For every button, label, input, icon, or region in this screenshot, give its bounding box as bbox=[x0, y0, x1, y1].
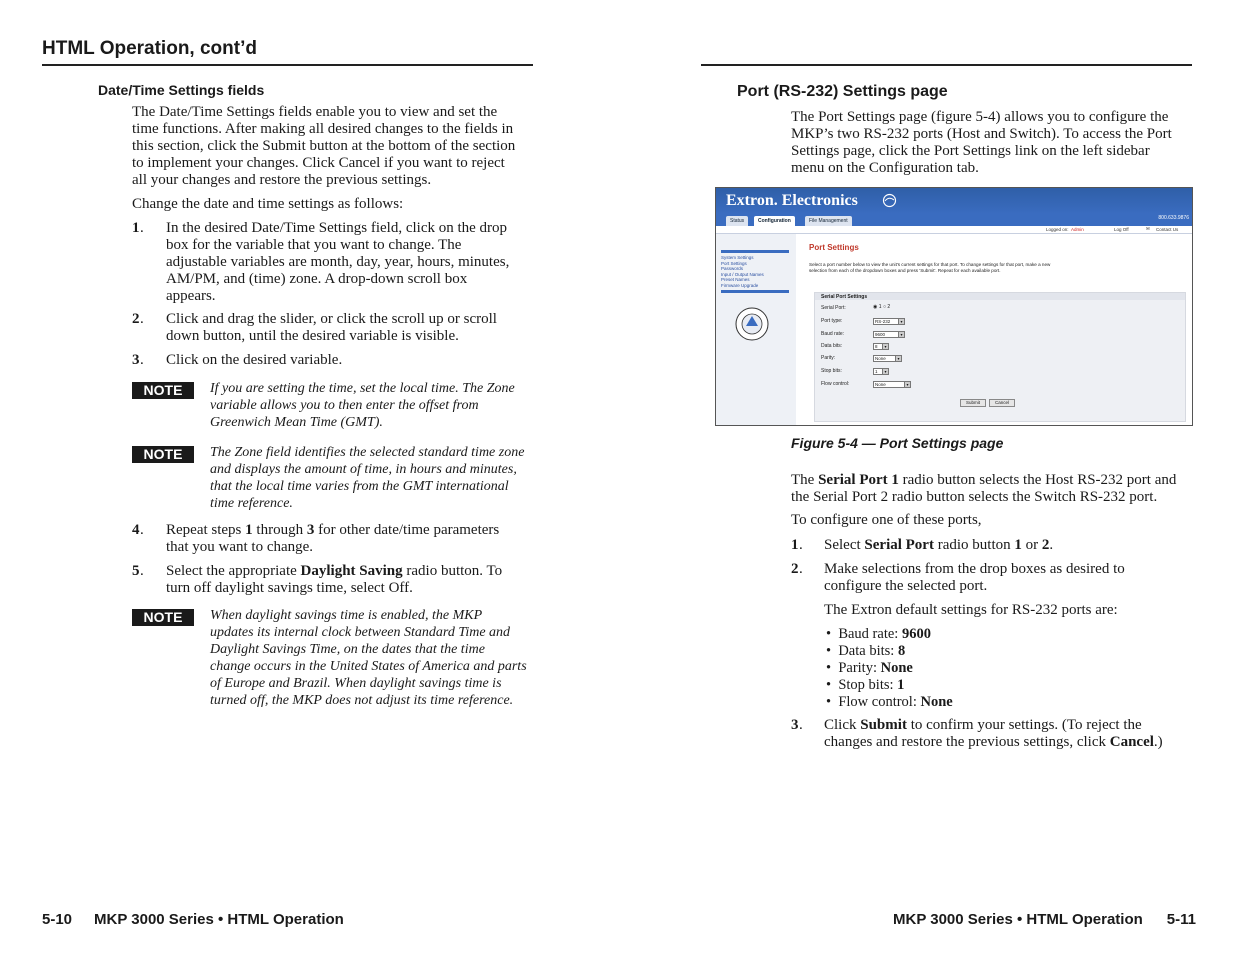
data-bits-label: Data bits: bbox=[821, 343, 843, 349]
contact-us-link[interactable]: Contact Us bbox=[1156, 227, 1179, 232]
step-number: 3 bbox=[791, 717, 799, 733]
logged-on-label: Logged on: bbox=[1046, 227, 1069, 232]
stop-bits-select[interactable]: 1 ▾ bbox=[873, 368, 889, 375]
defaults-line: The Extron default settings for RS-232 ports are: bbox=[824, 602, 1118, 618]
sidebar-item-input-output-names[interactable]: Input / Output Names bbox=[721, 271, 764, 277]
date-time-intro bbox=[132, 104, 532, 189]
left-step-2: 2 . Click and drag the slider, or click the scroll up or scroll down button, until the desired variable is visible. bbox=[132, 311, 532, 345]
tab-file-management[interactable]: File Management bbox=[805, 216, 852, 226]
extron-logo: Extron. Electronics bbox=[726, 192, 858, 209]
port-settings-section-title: Port (RS-232) Settings page bbox=[737, 83, 948, 100]
screenshot-banner bbox=[716, 188, 1192, 214]
intro-line: all your changes and restore the previous settings. bbox=[132, 172, 432, 188]
parity-label: Parity: bbox=[821, 355, 836, 361]
figure-caption: Figure 5-4 — Port Settings page bbox=[791, 435, 1004, 451]
baud-rate-label: Baud rate: bbox=[821, 331, 845, 337]
intro-line: MKP’s two RS-232 ports (Host and Switch). To access the Port bbox=[791, 126, 1172, 142]
radio-1-label: 1 bbox=[878, 304, 882, 310]
note-line: of Europe and Brazil. When daylight savings time is bbox=[210, 676, 502, 691]
panel-title: Serial Port Settings bbox=[821, 294, 868, 300]
sidebar-item-system-settings[interactable]: System Settings bbox=[721, 255, 754, 260]
note-line: time reference. bbox=[210, 496, 293, 511]
left-step-4: 4 . Repeat steps 1 through 3 for other date/time parameters that you want to change. bbox=[132, 522, 532, 556]
right-step-2: 2 . Make selections from the drop boxes as desired to configure the selected port. bbox=[791, 561, 1191, 595]
step-line: appears. bbox=[166, 288, 216, 304]
screenshot-status-bar bbox=[716, 226, 1192, 234]
step-number: 5 bbox=[132, 563, 140, 579]
port-settings-instructions bbox=[809, 262, 1189, 274]
tab-configuration[interactable]: Configuration bbox=[754, 216, 795, 226]
port-type-label: Port type: bbox=[821, 318, 843, 324]
footer-text: MKP 3000 Series • HTML Operation bbox=[893, 911, 1143, 928]
sidebar-item-preset-names[interactable]: Preset Names bbox=[721, 277, 750, 282]
note-line: The Zone field identifies the selected standard time zone bbox=[210, 445, 525, 460]
note-2-text bbox=[210, 444, 535, 512]
default-baud-rate: • Baud rate: 9600 bbox=[826, 626, 931, 642]
step-line: that you want to change. bbox=[166, 539, 314, 555]
left-step-5: 5 . Select the appropriate Daylight Saving radio button. To turn off daylight savings time, select Off. bbox=[132, 563, 532, 597]
stop-bits-label: Stop bits: bbox=[821, 368, 842, 374]
contact-icon: ✉ bbox=[1146, 226, 1150, 231]
page-number: 5-10 bbox=[42, 911, 73, 928]
step-line: box for the variable that you want to change. The bbox=[166, 237, 462, 253]
step-number: 3 bbox=[132, 352, 140, 368]
step-line: turn off daylight savings time, select Off. bbox=[166, 580, 413, 596]
default-data-bits: • Data bits: 8 bbox=[826, 643, 906, 659]
intro-line: this section, click the Submit button at the bottom of the section bbox=[132, 138, 516, 154]
default-parity: • Parity: None bbox=[826, 660, 913, 676]
intro-line: Settings page, click the Port Settings link on the left sidebar bbox=[791, 143, 1150, 159]
left-step-1: 1 . In the desired Date/Time Settings field, click on the drop box for the variable that you want to change. The adjustable variables are month, day, year, hours, minutes, AM/PM, and (time) zone. A drop-down scroll box appears. bbox=[132, 220, 532, 305]
screenshot-sidebar bbox=[716, 234, 796, 425]
left-step-3: 3 . Click on the desired variable. bbox=[132, 352, 532, 369]
paragraph-line: the Serial Port 2 radio button selects the Switch RS-232 port. bbox=[791, 489, 1158, 505]
step-line: AM/PM, and (time) zone. A drop-down scroll box bbox=[166, 271, 468, 287]
note-line: that the local time varies from the GMT international bbox=[210, 479, 509, 494]
serial-port-settings-panel bbox=[814, 292, 1186, 422]
step-line: adjustable variables are month, day, year, hours, minutes, bbox=[166, 254, 510, 270]
note-1-text bbox=[210, 380, 535, 431]
step-line: Click on the desired variable. bbox=[166, 352, 343, 368]
note-3-text bbox=[210, 607, 540, 709]
intro-line: to implement your changes. Click Cancel if you want to reject bbox=[132, 155, 505, 171]
note-badge: NOTE bbox=[132, 446, 194, 463]
intro-line: menu on the Configuration tab. bbox=[791, 160, 979, 176]
instruction-line: selection from each of the dropdown boxes and press 'Submit'. Repeat for each available port. bbox=[809, 268, 1001, 273]
date-time-section-title: Date/Time Settings fields bbox=[98, 82, 265, 98]
screenshot-main bbox=[796, 234, 1192, 425]
sidebar-rule bbox=[721, 290, 789, 293]
note-line: turned off, the MKP does not adjust its time reference. bbox=[210, 693, 514, 708]
footer-right bbox=[893, 911, 1196, 928]
step-line: In the desired Date/Time Settings field, click on the drop bbox=[166, 220, 508, 236]
flow-control-select[interactable]: None ▾ bbox=[873, 381, 911, 388]
footer-left bbox=[42, 911, 344, 928]
radio-2-label: 2 bbox=[887, 304, 891, 310]
instruction-line: Select a port number below to view the unit's current settings for that port. To change settings for that port, make a new bbox=[809, 262, 1051, 267]
note-line: When daylight savings time is enabled, the MKP bbox=[210, 608, 483, 623]
serial-port-radios bbox=[873, 304, 890, 310]
step-number: 1 bbox=[791, 537, 799, 553]
note-line: If you are setting the time, set the local time. The Zone bbox=[210, 381, 515, 396]
tab-status[interactable]: Status bbox=[726, 216, 748, 226]
note-line: change occurs in the United States of America and parts bbox=[210, 659, 527, 674]
note-line: variable allows you to then enter the offset from bbox=[210, 398, 479, 413]
parity-select[interactable]: None ▾ bbox=[873, 355, 902, 362]
step-number: 2 bbox=[132, 311, 140, 327]
header-rule-right bbox=[701, 64, 1192, 66]
phone-number: 800.633.9876 bbox=[1158, 215, 1189, 221]
sidebar-item-firmware-upgrade[interactable]: Firmware Upgrade bbox=[721, 282, 759, 288]
intro-line: The Date/Time Settings fields enable you to view and set the bbox=[132, 104, 498, 120]
header-rule-left bbox=[42, 64, 533, 66]
sidebar-item-passwords[interactable]: Passwords bbox=[721, 266, 744, 271]
screenshot-tabbar bbox=[716, 214, 1192, 226]
default-flow-control: • Flow control: None bbox=[826, 694, 953, 710]
note-badge: NOTE bbox=[132, 382, 194, 399]
sidebar-rule bbox=[721, 250, 789, 253]
step-line: configure the selected port. bbox=[824, 578, 988, 594]
log-off-link[interactable]: Log Off bbox=[1114, 227, 1129, 232]
radio-port-1[interactable]: ◉ bbox=[873, 304, 878, 310]
baud-rate-select[interactable]: 9600 ▾ bbox=[873, 331, 905, 338]
extron-badge-icon bbox=[734, 306, 770, 342]
step-line: Make selections from the drop boxes as desired to bbox=[824, 561, 1125, 577]
submit-button[interactable]: Submit bbox=[960, 399, 986, 407]
flow-control-label: Flow control: bbox=[821, 381, 850, 387]
change-settings-line: Change the date and time settings as follows: bbox=[132, 196, 404, 212]
note-line: Daylight Savings Time, on the dates that the time bbox=[210, 642, 485, 657]
cancel-button[interactable]: Cancel bbox=[989, 399, 1015, 407]
port-settings-title: Port Settings bbox=[809, 243, 859, 252]
note-line: and displays the amount of time, in hours and minutes, bbox=[210, 462, 517, 477]
step-line: Click and drag the slider, or click the scroll up or scroll bbox=[166, 311, 497, 327]
sidebar-item-port-settings[interactable]: Port Settings bbox=[721, 260, 747, 266]
data-bits-select[interactable]: 8 ▾ bbox=[873, 343, 889, 350]
right-step-3: 3 . Click Submit to confirm your settings. (To reject the changes and restore the previous settings, click Cancel.) bbox=[791, 717, 1163, 750]
port-settings-screenshot bbox=[715, 187, 1193, 426]
serial-port-paragraph: The Serial Port 1 radio button selects the Host RS-232 port and the Serial Port 2 radio button selects the Switch RS-232 port. bbox=[791, 472, 1191, 506]
note-line: updates its internal clock between Standard Time and bbox=[210, 625, 511, 640]
step-line: down button, until the desired variable is visible. bbox=[166, 328, 459, 344]
right-step-1: 1 . Select Serial Port radio button 1 or 2. bbox=[791, 537, 1054, 553]
configure-line: To configure one of these ports, bbox=[791, 512, 982, 528]
footer-text: MKP 3000 Series • HTML Operation bbox=[94, 911, 344, 928]
default-settings-list bbox=[826, 626, 953, 711]
page-number: 5-11 bbox=[1166, 911, 1196, 928]
note-badge: NOTE bbox=[132, 609, 194, 626]
serial-port-label: Serial Port: bbox=[821, 305, 846, 311]
extron-globe-icon bbox=[882, 193, 897, 208]
step-number: 2 bbox=[791, 561, 799, 577]
radio-port-2[interactable]: ○ bbox=[882, 304, 886, 310]
intro-line: The Port Settings page (figure 5-4) allows you to configure the bbox=[791, 109, 1169, 125]
step-number: 4 bbox=[132, 522, 140, 538]
page-header-title: HTML Operation, cont’d bbox=[42, 38, 257, 59]
default-stop-bits: • Stop bits: 1 bbox=[826, 677, 905, 693]
step-number: 1 bbox=[132, 220, 140, 236]
port-type-select[interactable]: RS-232 ▾ bbox=[873, 318, 905, 325]
port-settings-intro bbox=[791, 109, 1191, 177]
intro-line: time functions. After making all desired changes to the fields in bbox=[132, 121, 514, 137]
logged-on-user: Admin bbox=[1071, 227, 1084, 232]
note-line: Greenwich Mean Time (GMT). bbox=[210, 415, 383, 430]
